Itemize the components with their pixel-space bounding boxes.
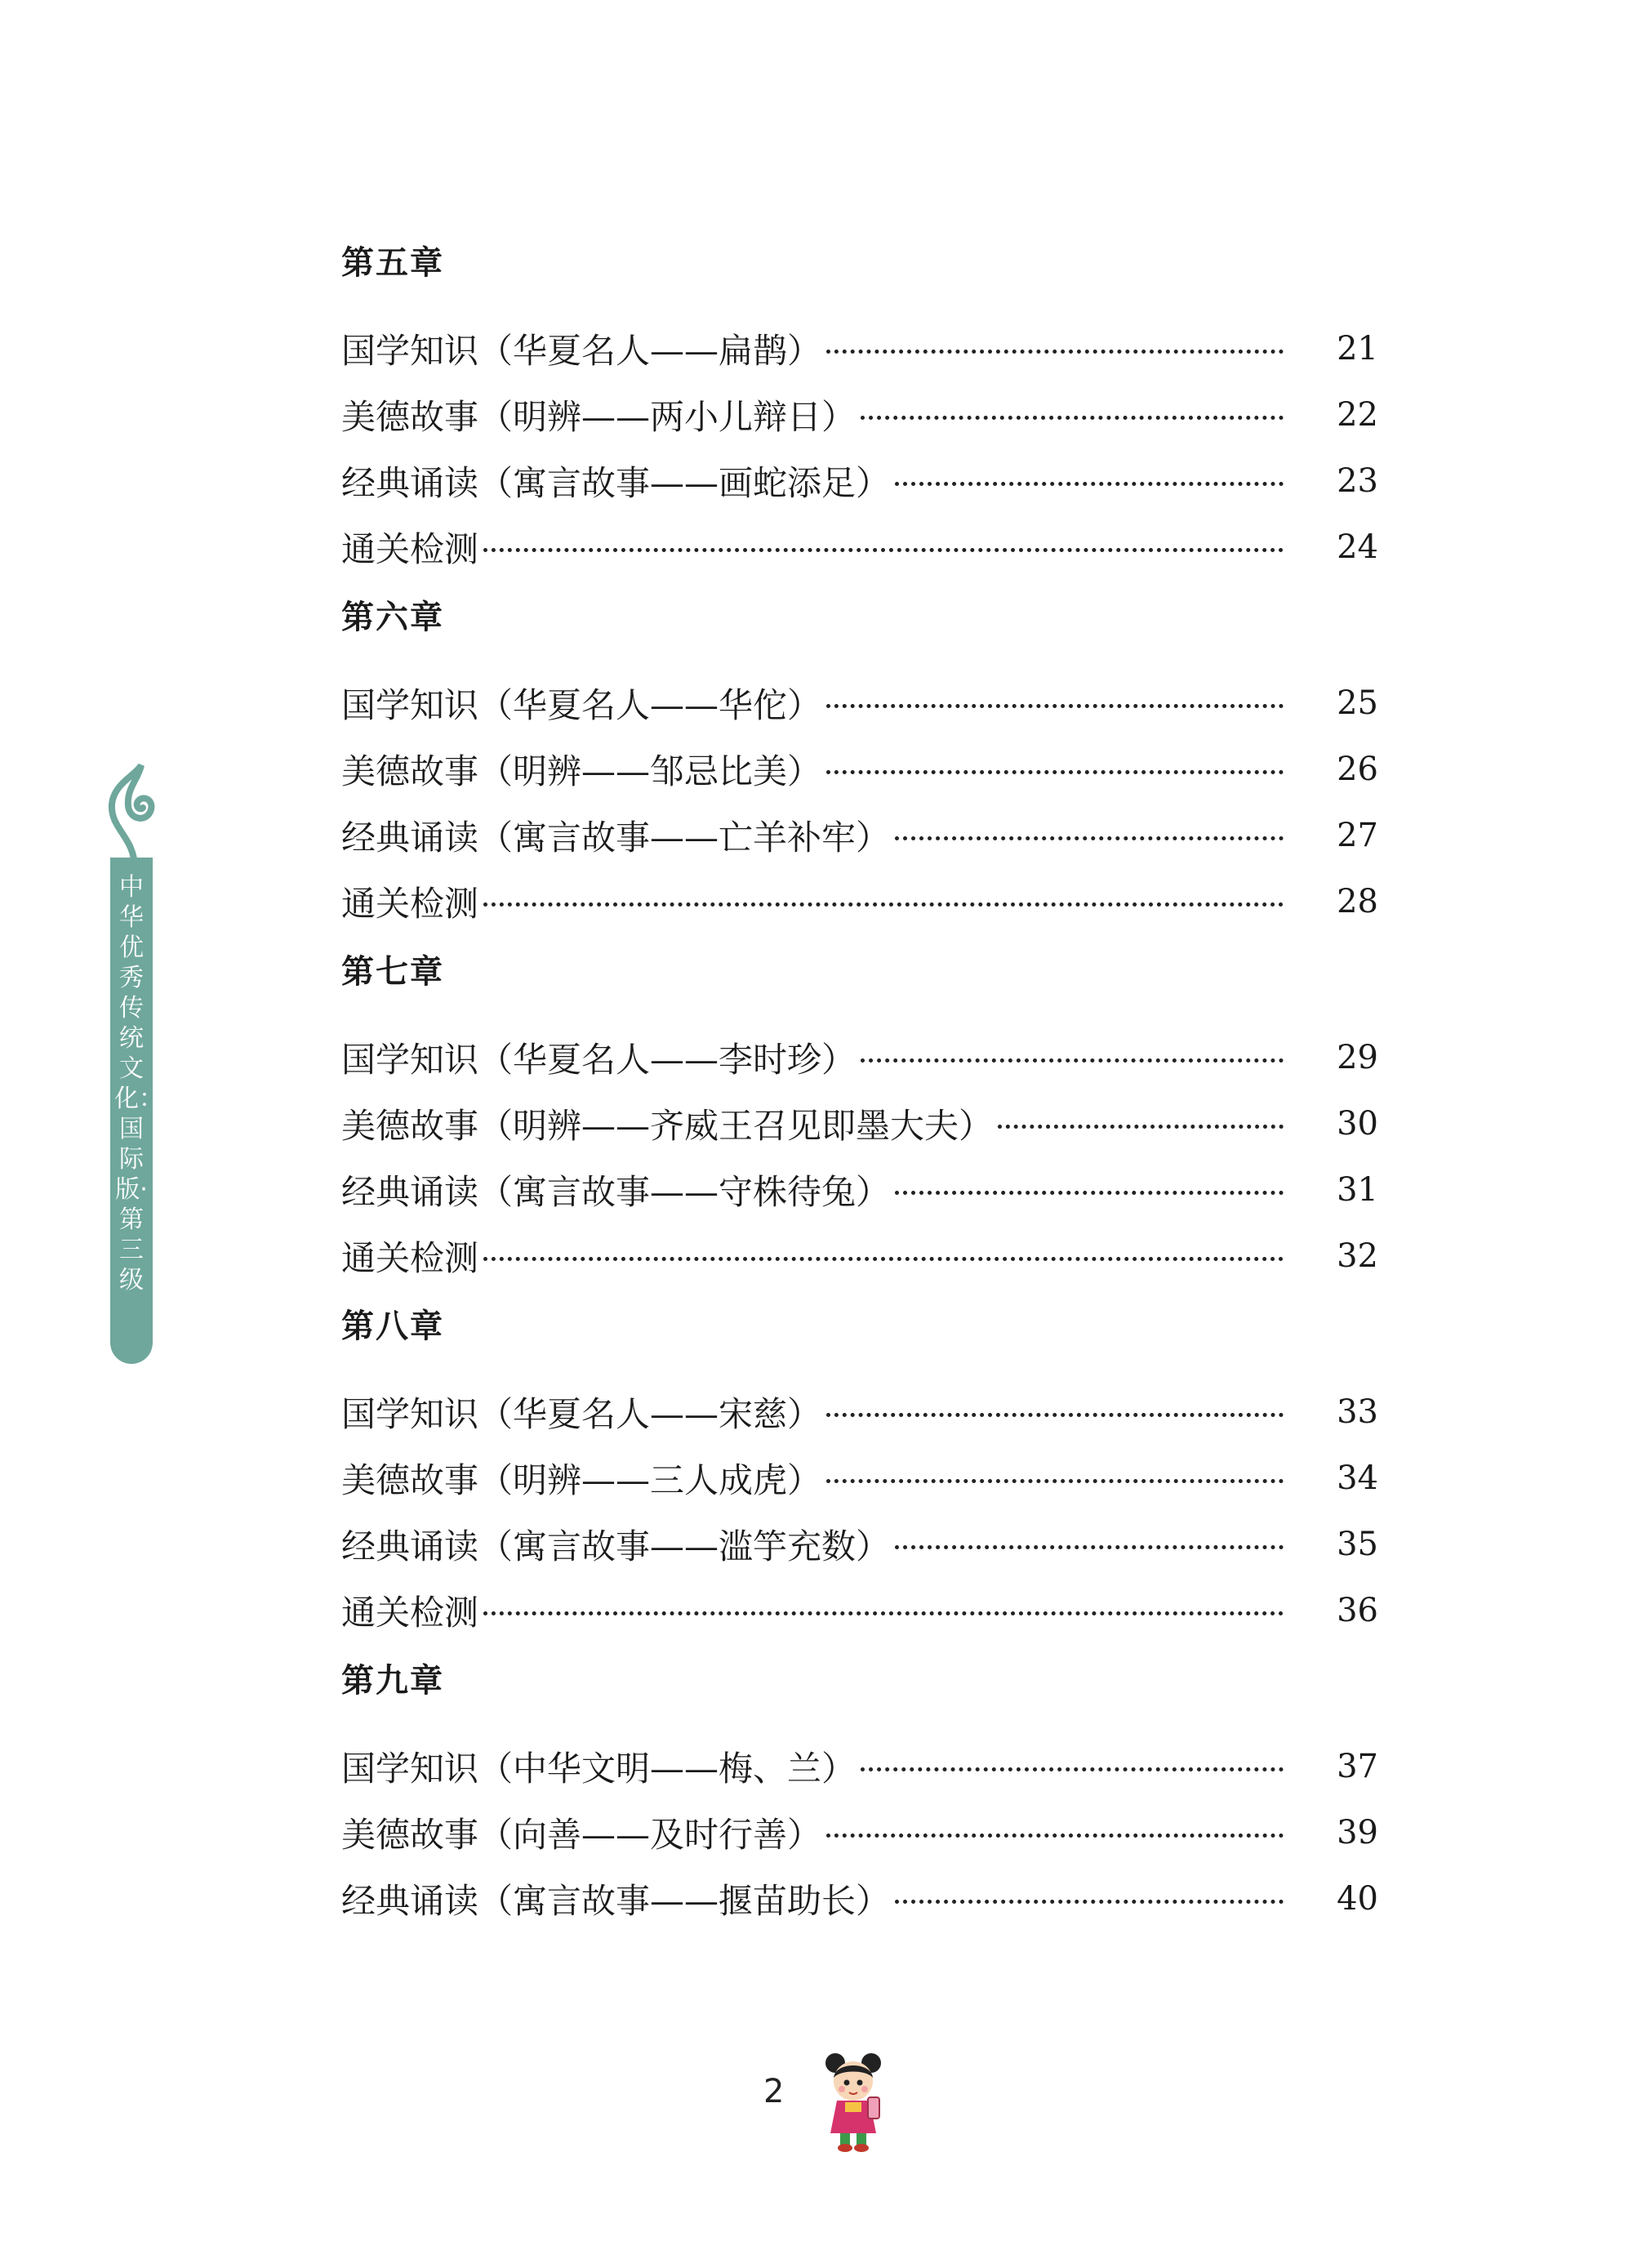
toc-entry[interactable] (341, 514, 1378, 580)
entry-page: 24 (1337, 528, 1378, 566)
chapter-9 (341, 1655, 1378, 1932)
toc-entry[interactable] (341, 448, 1378, 514)
entry-title: 国学知识（华夏名人——扁鹊） (341, 330, 822, 371)
toc-entry[interactable] (341, 1379, 1378, 1445)
dot-leader (826, 1479, 1284, 1483)
page-number: 2 (763, 2073, 785, 2110)
toc-entry[interactable] (341, 1799, 1378, 1865)
entry-page: 25 (1337, 684, 1378, 722)
entry-page: 27 (1337, 816, 1378, 854)
dot-leader (483, 1611, 1284, 1615)
dot-leader (483, 902, 1284, 907)
entry-title: 美德故事（明辨——邹忌比美） (341, 751, 822, 791)
toc-entry[interactable] (341, 1577, 1378, 1643)
toc-entry[interactable] (341, 1156, 1378, 1223)
toc-entry[interactable] (341, 802, 1378, 868)
dot-leader (483, 1257, 1284, 1261)
toc-entry[interactable] (341, 868, 1378, 934)
chapter-title: 第九章 (341, 1661, 444, 1700)
entry-title: 经典诵读（寓言故事——滥竽充数） (341, 1526, 891, 1566)
toc-entry[interactable] (341, 1733, 1378, 1799)
dot-leader (895, 836, 1284, 840)
toc-entry[interactable] (341, 1223, 1378, 1289)
entry-title: 通关检测 (341, 528, 479, 569)
entry-page: 26 (1337, 750, 1378, 788)
entry-page: 39 (1337, 1813, 1378, 1851)
dot-leader (895, 482, 1284, 486)
entry-page: 21 (1337, 329, 1378, 368)
dot-leader (826, 350, 1284, 354)
entry-title: 国学知识（华夏名人——宋慈） (341, 1393, 822, 1434)
entry-page: 35 (1337, 1525, 1378, 1563)
entry-page: 37 (1337, 1747, 1378, 1785)
toc-entry[interactable] (341, 736, 1378, 802)
chapter-title: 第八章 (341, 1307, 444, 1345)
dot-leader (861, 1767, 1284, 1771)
toc-entry[interactable] (341, 1865, 1378, 1932)
entry-title: 国学知识（华夏名人——华佗） (341, 684, 822, 725)
dot-leader (826, 1413, 1284, 1417)
entry-title: 通关检测 (341, 1592, 479, 1633)
toc-entry[interactable] (341, 381, 1378, 448)
chapter-8 (341, 1300, 1378, 1643)
entry-page: 29 (1337, 1038, 1378, 1076)
dot-leader (826, 770, 1284, 774)
toc-entry[interactable] (341, 670, 1378, 736)
chapter-6 (341, 591, 1378, 934)
entry-title: 美德故事（明辨——两小儿辩日） (341, 396, 857, 437)
chapter-5 (341, 237, 1378, 580)
chapter-title: 第七章 (341, 952, 444, 991)
chapter-title: 第五章 (341, 243, 444, 282)
dot-leader (895, 1545, 1284, 1549)
girl-mascot-icon (812, 2048, 894, 2154)
dot-leader (998, 1125, 1284, 1129)
entry-page: 31 (1337, 1170, 1378, 1209)
dot-leader (895, 1191, 1284, 1195)
toc-entry[interactable] (341, 1445, 1378, 1511)
table-of-contents (341, 237, 1378, 1932)
dot-leader (861, 416, 1284, 420)
toc-entry[interactable] (341, 315, 1378, 381)
entry-page: 33 (1337, 1392, 1378, 1431)
entry-page: 40 (1337, 1879, 1378, 1918)
entry-title: 经典诵读（寓言故事——画蛇添足） (341, 462, 891, 503)
entry-page: 28 (1337, 882, 1378, 920)
chapter-title: 第六章 (341, 598, 444, 636)
entry-title: 经典诵读（寓言故事——守株待兔） (341, 1171, 891, 1212)
entry-page: 36 (1337, 1591, 1378, 1629)
entry-title: 国学知识（华夏名人——李时珍） (341, 1039, 857, 1080)
entry-title: 通关检测 (341, 883, 479, 924)
dot-leader (895, 1900, 1284, 1904)
swirl-ornament-icon (102, 764, 167, 870)
toc-entry[interactable] (341, 1090, 1378, 1156)
toc-entry[interactable] (341, 1024, 1378, 1090)
entry-page: 30 (1337, 1104, 1378, 1143)
entry-title: 经典诵读（寓言故事——亡羊补牢） (341, 817, 891, 858)
dot-leader (861, 1058, 1284, 1063)
entry-title: 美德故事（明辨——齐威王召见即墨大夫） (341, 1105, 994, 1146)
entry-title: 美德故事（向善——及时行善） (341, 1814, 822, 1855)
entry-page: 23 (1337, 461, 1378, 500)
dot-leader (826, 704, 1284, 708)
entry-page: 32 (1337, 1236, 1378, 1275)
toc-entry[interactable] (341, 1511, 1378, 1577)
entry-title: 美德故事（明辨——三人成虎） (341, 1459, 822, 1500)
side-tab-text: 中华优秀传统文化：国际版·第三级 (114, 873, 163, 1294)
dot-leader (826, 1834, 1284, 1838)
entry-title: 经典诵读（寓言故事——揠苗助长） (341, 1880, 891, 1921)
entry-title: 通关检测 (341, 1237, 479, 1278)
entry-page: 22 (1337, 395, 1378, 434)
entry-page: 34 (1337, 1459, 1378, 1497)
chapter-7 (341, 946, 1378, 1289)
dot-leader (483, 548, 1284, 552)
entry-title: 国学知识（中华文明——梅、兰） (341, 1748, 857, 1789)
